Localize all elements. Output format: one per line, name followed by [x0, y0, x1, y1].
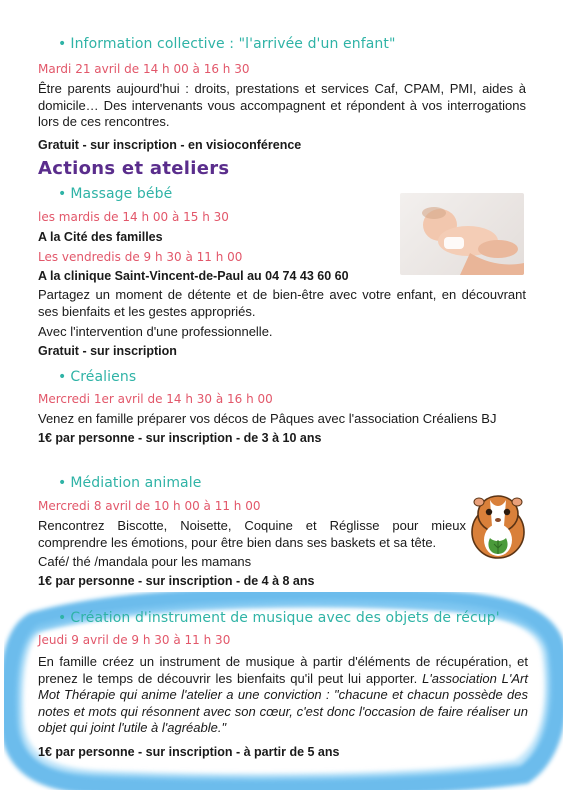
baby-icon: [400, 193, 524, 275]
crealiens-text: Venez en famille préparer vos décos de Pâques avec l'association Créaliens BJ: [38, 411, 497, 426]
massage-date-2: Les vendredis de 9 h 30 à 11 h 00: [38, 250, 243, 264]
massage-note: Gratuit - sur inscription: [38, 344, 177, 358]
section-heading-crealiens: • Créaliens: [58, 369, 137, 385]
mediation-text: Rencontrez Biscotte, Noisette, Coquine et Réglisse pour mieux comprendre les émotions, pour être bien dans ses baskets et sa tête.: [38, 518, 466, 550]
massage-date-1: les mardis de 14 h 00 à 15 h 30: [38, 210, 229, 224]
massage-text-2: Avec l'intervention d'une professionnelle.: [38, 324, 273, 339]
section-heading-massage: • Massage bébé: [58, 186, 173, 202]
baby-massage-photo: [400, 193, 524, 275]
instrument-text: [38, 654, 528, 737]
mediation-text-2: Café/ thé /mandala pour les mamans: [38, 554, 252, 569]
mediation-note: 1€ par personne - sur inscription - de 4 à 8 ans: [38, 574, 315, 588]
section-heading-info: • Information collective : "l'arrivée d'un enfant": [58, 36, 396, 52]
instrument-note: 1€ par personne - sur inscription - à partir de 5 ans: [38, 745, 340, 759]
instrument-date: Jeudi 9 avril de 9 h 30 à 11 h 30: [38, 633, 231, 647]
info-date: Mardi 21 avril de 14 h 00 à 16 h 30: [38, 62, 250, 76]
info-note: Gratuit - sur inscription - en visioconférence: [38, 138, 302, 152]
crealiens-date: Mercredi 1er avril de 14 h 30 à 16 h 00: [38, 392, 273, 406]
mediation-date: Mercredi 8 avril de 10 h 00 à 11 h 00: [38, 499, 261, 513]
crealiens-note: 1€ par personne - sur inscription - de 3 à 10 ans: [38, 431, 322, 445]
massage-place-1: A la Cité des familles: [38, 230, 163, 244]
massage-place-2: A la clinique Saint-Vincent-de-Paul au 04 74 43 60 60: [38, 269, 349, 283]
instrument-text-plain: En famille créez un instrument de musique à partir d'éléments de récupération, et prenez le temps de découvrir les bienfaits qu'il peut lui apporter.: [38, 654, 528, 686]
instrument-quote: L'association L'Art Mot Thérapie qui anime l'atelier a une conviction : "chacune et chacun possède des notes et mots qui résonnent avec son cœur, c'est donc l'occasion de faire réaliser un objet qui joint l'utile à l'agréable.": [38, 670, 528, 735]
guinea-pig-icon: [468, 488, 528, 560]
info-text: Être parents aujourd'hui : droits, prestations et services Caf, CPAM, PMI, aides à domicile… Des intervenants vous accompagnent et répondent à vos interrogations lors de ces rencontres.: [38, 81, 526, 129]
massage-text: Partagez un moment de détente et de bien-être avec votre enfant, en découvrant ses bienfaits et les gestes appropriés.: [38, 287, 526, 319]
section-heading-instrument: • Création d'instrument de musique avec des objets de récup': [58, 610, 500, 626]
actions-title: Actions et ateliers: [38, 158, 230, 179]
section-heading-mediation: • Médiation animale: [58, 475, 202, 491]
